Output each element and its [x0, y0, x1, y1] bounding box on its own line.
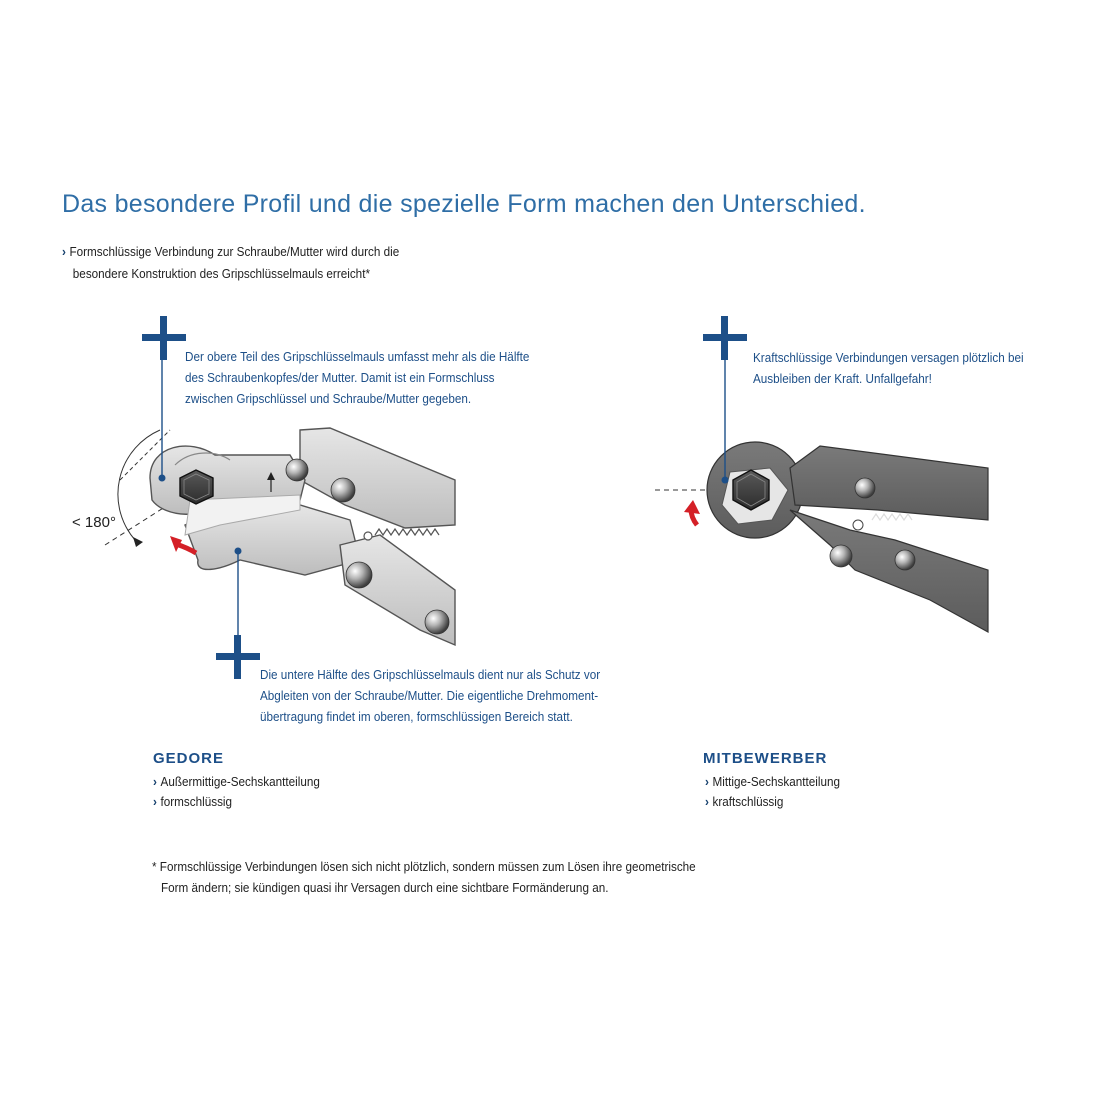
competitor-heading: MITBEWERBER — [703, 750, 828, 767]
callout-gedore-top: Der obere Teil des Gripschlüsselmauls umfasst mehr als die Hälfte des Schraubenkopfes/der Mutter. Damit ist ein Formschluss zwischen Gripschlüssel und Schraube/Mutter gegeben. — [185, 349, 530, 406]
hex-nut-gedore — [180, 470, 213, 504]
competitor-plier — [655, 442, 988, 632]
chevron-right-icon: › — [153, 794, 157, 809]
chevron-right-icon: › — [705, 794, 709, 809]
list-item: › kraftschlüssig — [705, 794, 784, 809]
chevron-right-icon: › — [153, 774, 157, 789]
competitor-list — [705, 772, 840, 812]
gedore-heading: GEDORE — [153, 750, 225, 767]
gedore-list — [153, 772, 320, 812]
angle-label: < 180° — [72, 514, 116, 531]
list-item: › Mittige-Sechskantteilung — [705, 774, 840, 789]
list-item: › formschlüssig — [153, 794, 233, 809]
chevron-right-icon: › — [62, 244, 66, 259]
intro-line-2: besondere Konstruktion des Gripschlüsselmauls erreicht* — [72, 266, 370, 281]
intro-line-1: Formschlüssige Verbindung zur Schraube/Mutter wird durch die — [69, 244, 400, 259]
gedore-plier — [105, 428, 455, 645]
callout-gedore-bottom: Die untere Hälfte des Gripschlüsselmauls dient nur als Schutz vor Abgleiten von der Schraube/Mutter. Die eigentliche Drehmoment- übertragung findet im oberen, formschlüssigen Bereich statt. — [260, 667, 601, 724]
footnote: * Formschlüssige Verbindungen lösen sich nicht plötzlich, sondern müssen zum Lösen ihre geometrische Form ändern; sie kündigen quasi ihr Versagen durch eine sichtbare Formänderung an. — [152, 859, 696, 895]
list-item: › Außermittige-Sechskantteilung — [153, 774, 320, 789]
callout-competitor-top: Kraftschlüssige Verbindungen versagen plötzlich bei Ausbleiben der Kraft. Unfallgefahr! — [753, 350, 1024, 386]
page-title: Das besondere Profil und die spezielle Form machen den Unterschied. — [62, 190, 866, 218]
chevron-right-icon: › — [705, 774, 709, 789]
